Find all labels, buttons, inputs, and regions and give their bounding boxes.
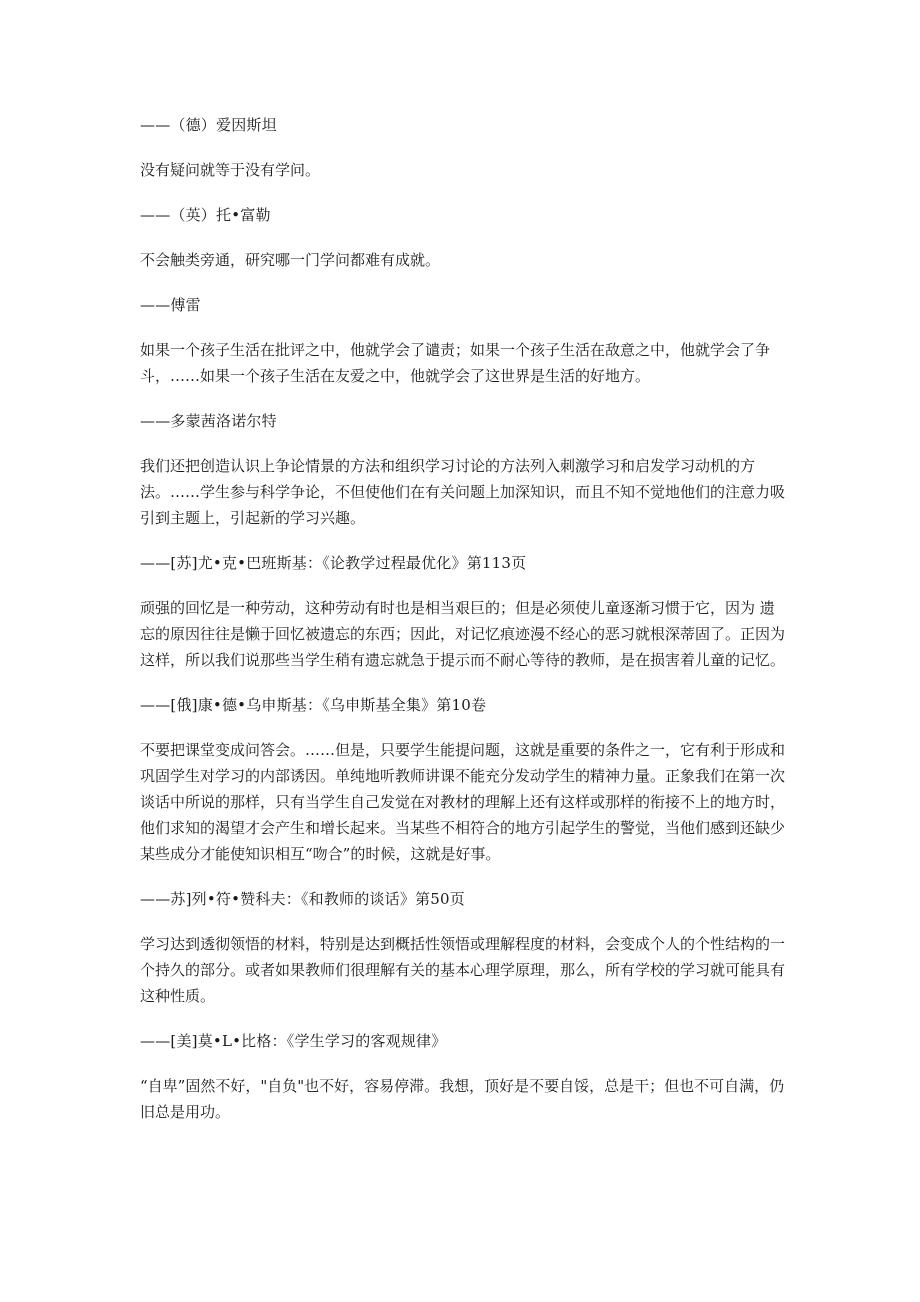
attribution-einstein: ——（德）爱因斯坦	[140, 116, 277, 134]
attribution-babansky: ——[苏]尤•克•巴班斯基：《论教学过程最优化》第113页	[140, 554, 527, 572]
attribution-nolte: ——多蒙茜洛诺尔特	[140, 412, 277, 430]
attribution-fuller: ——（英）托•富勒	[140, 206, 271, 224]
attribution-fu-lei: ——傅雷	[140, 296, 201, 314]
attribution-zankov: ——苏]列•符•赞科夫：《和教师的谈话》第50页	[140, 890, 465, 908]
quote-classroom: 不要把课堂变成问答会。……但是，只要学生能提问题，这就是重要的条件之一，它有利于形成和巩固学生对学习的内部诱因。单纯地听教师讲课不能充分发动学生的精神力量。正象我们在第一次谈话中所说的那样，只有当学生自己发觉在对教材的理解上还有这样或那样的衔接不上的地方时，他们求知的渴望才会产生和增长起来。当某些不相符合的地方引起学生的警觉，当他们感到还缺少某些成分才能使知识相互“吻合”的时候，这就是好事。	[140, 741, 786, 863]
quote-debate: 我们还把创造认识上争论情景的方法和组织学习讨论的方法列入刺激学习和启发学习动机的方法。……学生参与科学争论，不但使他们在有关问题上加深知识，而且不知不觉地他们的注意力吸引到主题上，引起新的学习兴趣。	[140, 457, 786, 527]
quote-memory: 顽强的回忆是一种劳动，这种劳动有时也是相当艰巨的；但是必须使儿童逐渐习惯于它，因为 遗忘的原因往往是懒于回忆被遗忘的东西；因此，对记忆痕迹漫不经心的恶习就根深蒂固了。正因为这样，所以我们说那些当学生稍有遗忘就急于提示而不耐心等待的教师，是在损害着儿童的记忆。	[140, 599, 786, 669]
quote-analogy: 不会触类旁通，研究哪一门学问都难有成就。	[140, 251, 441, 269]
quote-self-esteem: “自卑”固然不好，"自负"也不好，容易停滞。我想，顶好是不要自馁，总是干；但也不可自满，仍旧总是用功。	[140, 1077, 785, 1121]
quote-doubt: 没有疑问就等于没有学问。	[140, 161, 321, 179]
document-page	[140, 112, 785, 1125]
attribution-ushinsky: ——[俄]康•德•乌申斯基：《乌申斯基全集》第10卷	[140, 696, 487, 714]
quote-learning: 学习达到透彻领悟的材料，特别是达到概括性领悟或理解程度的材料，会变成个人的个性结构的一个持久的部分。或者如果教师们很理解有关的基本心理学原理，那么，所有学校的学习就可能具有这种性质。	[140, 935, 786, 1005]
attribution-bigge: ——[美]莫•L•比格：《学生学习的客观规律》	[140, 1032, 447, 1050]
quote-child: 如果一个孩子生活在批评之中，他就学会了谴责；如果一个孩子生活在敌意之中，他就学会了争斗，……如果一个孩子生活在友爱之中，他就学会了这世界是生活的好地方。	[140, 341, 771, 385]
